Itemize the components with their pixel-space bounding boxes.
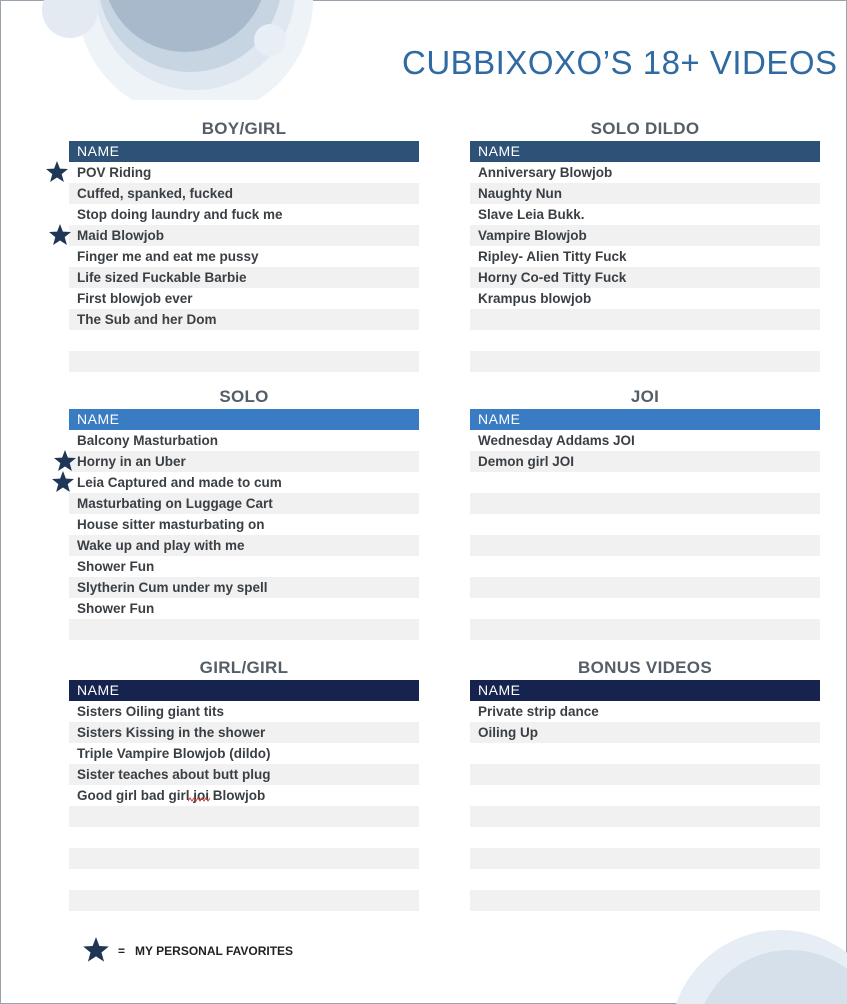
table-row <box>470 890 820 911</box>
table-row: Horny Co-ed Titty Fuck <box>470 267 820 288</box>
column-header-name: NAME <box>77 411 120 427</box>
column-header-name: NAME <box>478 682 521 698</box>
column-header-name: NAME <box>77 143 120 159</box>
section-title: BOY/GIRL <box>201 119 287 138</box>
table-rows <box>69 430 419 640</box>
table-row: Slytherin Cum under my spell <box>69 577 419 598</box>
table-rows <box>69 701 419 911</box>
table-row <box>69 330 419 351</box>
decorative-circles-bottom <box>640 930 847 1004</box>
table-row <box>470 472 820 493</box>
table-row <box>470 764 820 785</box>
section-title: BONUS VIDEOS <box>578 658 712 677</box>
table-header <box>470 141 820 162</box>
table-row: Wake up and play with me <box>69 535 419 556</box>
star-icon <box>82 936 110 964</box>
table-row: Demon girl JOI <box>470 451 820 472</box>
table-row: Sisters Oiling giant tits <box>77 704 225 719</box>
table-row: Horny in an Uber <box>69 451 419 472</box>
column-header-name: NAME <box>77 682 120 698</box>
star-icon <box>48 223 72 247</box>
table-rows <box>470 430 820 640</box>
table-row: Masturbating on Luggage Cart <box>69 493 419 514</box>
table-header <box>470 680 820 701</box>
column-header-name: NAME <box>478 143 521 159</box>
table-row <box>470 309 820 330</box>
table-row: Oiling Up <box>470 722 820 743</box>
table-row <box>470 330 820 351</box>
legend-equals: = <box>118 944 126 958</box>
table-header <box>470 409 820 430</box>
table-rows <box>470 162 820 372</box>
table-rows <box>470 701 820 911</box>
table-row: Shower Fun <box>77 601 155 616</box>
section-title: JOI <box>630 387 660 406</box>
table-header <box>69 409 419 430</box>
table-row: Ripley- Alien Titty Fuck <box>478 249 627 264</box>
table-row <box>470 351 820 372</box>
legend-text <box>118 944 293 958</box>
column-header-name: NAME <box>478 411 521 427</box>
page-title: CUBBIXOXO’S 18+ VIDEOS <box>402 44 838 81</box>
table-row: House sitter masturbating on <box>77 517 265 532</box>
table-row: Sister teaches about butt plug <box>69 764 419 785</box>
section-title: SOLO <box>219 387 269 406</box>
spellcheck-underline <box>188 797 210 803</box>
table-row: Triple Vampire Blowjob (dildo) <box>77 746 271 761</box>
section-title: SOLO DILDO <box>590 119 700 138</box>
table-row: Finger me and eat me pussy <box>77 249 259 264</box>
table-row <box>470 556 820 577</box>
table-row <box>69 806 419 827</box>
table-row <box>470 619 820 640</box>
table-row <box>69 351 419 372</box>
table-row <box>470 848 820 869</box>
table-row: POV Riding <box>77 165 152 180</box>
star-icon <box>51 470 75 494</box>
table-row: First blowjob ever <box>77 291 193 306</box>
table-row: Cuffed, spanked, fucked <box>69 183 419 204</box>
table-row <box>470 577 820 598</box>
decorative-circles-top <box>30 0 330 100</box>
table-row: Slave Leia Bukk. <box>478 207 585 222</box>
table-row: Shower Fun <box>77 559 155 574</box>
table-row: Private strip dance <box>478 704 599 719</box>
table-row <box>470 598 820 619</box>
table-row <box>470 869 820 890</box>
table-row <box>470 493 820 514</box>
table-row <box>470 514 820 535</box>
table-row <box>69 869 419 890</box>
legend-label: MY PERSONAL FAVORITES <box>135 944 294 958</box>
table-row: Good girl bad girl joi Blowjob <box>77 788 266 803</box>
table-row: Balcony Masturbation <box>77 433 219 448</box>
table-row: Krampus blowjob <box>478 291 592 306</box>
table-row <box>470 535 820 556</box>
table-row <box>69 848 419 869</box>
table-row: Life sized Fuckable Barbie <box>69 267 419 288</box>
table-row <box>470 827 820 848</box>
table-row <box>69 890 419 911</box>
table-header <box>69 680 419 701</box>
table-row: Vampire Blowjob <box>470 225 820 246</box>
table-row: Leia Captured and made to cum <box>77 475 282 490</box>
table-row <box>470 785 820 806</box>
table-row <box>69 827 419 848</box>
section-title: GIRL/GIRL <box>199 658 289 677</box>
table-rows <box>69 162 419 372</box>
table-row: Wednesday Addams JOI <box>478 433 635 448</box>
table-row: Stop doing laundry and fuck me <box>77 207 283 222</box>
table-row <box>470 743 820 764</box>
table-row: Naughty Nun <box>470 183 820 204</box>
table-row: The Sub and her Dom <box>69 309 419 330</box>
table-row: Anniversary Blowjob <box>478 165 613 180</box>
table-row: Sisters Kissing in the shower <box>69 722 419 743</box>
table-row: Maid Blowjob <box>69 225 419 246</box>
table-row <box>69 619 419 640</box>
table-row <box>470 806 820 827</box>
table-header <box>69 141 419 162</box>
star-icon <box>45 160 69 184</box>
